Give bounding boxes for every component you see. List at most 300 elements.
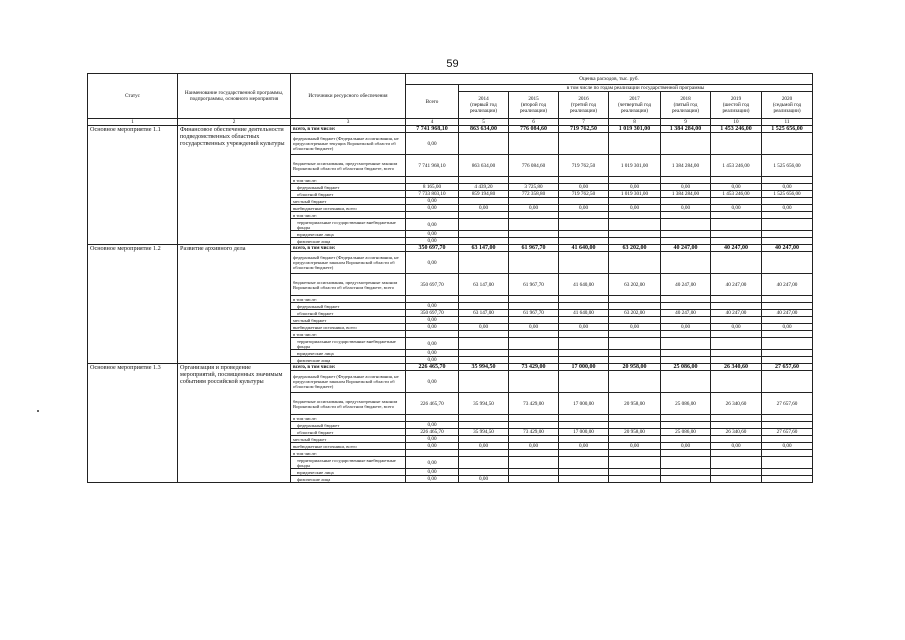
value-total: 350 697,70: [406, 245, 459, 252]
funding-source: внебюджетные источники, всего: [291, 324, 406, 331]
value-year: [661, 219, 711, 231]
value-year: [762, 303, 813, 310]
header-funding-sources: Источники ресурсного обеспечения: [291, 74, 406, 119]
value-year: [459, 436, 509, 443]
value-year: [609, 317, 661, 324]
value-year: 27 657,60: [762, 393, 813, 415]
value-year: 40 247,00: [762, 245, 813, 252]
value-year: 61 967,70: [509, 274, 559, 296]
value-year: 40 247,00: [661, 245, 711, 252]
header-total: Всего: [406, 85, 459, 119]
value-total: 226 465,70: [406, 429, 459, 436]
funding-source: территориальные государственные внебюджетные фонды: [291, 457, 406, 469]
value-year: 859 194,80: [459, 191, 509, 198]
value-year: [509, 357, 559, 364]
funding-source: местный бюджет: [291, 436, 406, 443]
row-status: Основное мероприятие 1.1: [88, 126, 178, 245]
value-year: 0,00: [762, 443, 813, 450]
value-year: 1 019 301,00: [609, 126, 661, 133]
value-year: 0,00: [559, 443, 609, 450]
value-year: 0,00: [609, 205, 661, 212]
value-year: [711, 198, 762, 205]
value-year: [509, 476, 559, 483]
value-year: [559, 198, 609, 205]
funding-source: всего, в том числе:: [291, 364, 406, 371]
funding-source: в том числе:: [291, 331, 406, 338]
value-total: 226 465,70: [406, 364, 459, 371]
value-year: [711, 177, 762, 184]
funding-source: местный бюджет: [291, 198, 406, 205]
value-year: [459, 357, 509, 364]
header-year-sub: (второй год реализации): [519, 102, 548, 114]
value-year: [711, 303, 762, 310]
value-year: 63 147,00: [459, 245, 509, 252]
value-year: 3 725,80: [509, 184, 559, 191]
value-year: [559, 219, 609, 231]
value-year: 25 086,00: [661, 364, 711, 371]
funding-source: федеральный бюджет: [291, 303, 406, 310]
funding-source: территориальные государственные внебюджетные фонды: [291, 219, 406, 231]
funding-source: областной бюджет: [291, 310, 406, 317]
value-year: [711, 436, 762, 443]
value-year: 73 429,00: [509, 429, 559, 436]
value-year: [609, 177, 661, 184]
value-year: 26 340,60: [711, 429, 762, 436]
value-year: 0,00: [509, 205, 559, 212]
value-year: 0,00: [559, 324, 609, 331]
header-year-2017: [609, 92, 661, 119]
value-year: [559, 476, 609, 483]
value-year: [711, 357, 762, 364]
funding-source: федеральный бюджет (Федеральные ассигнования, не предусмотренные законом Воронежской области об областном бюджете): [291, 252, 406, 274]
header-year-label: 2014: [478, 96, 489, 102]
header-year-label: 2020: [781, 96, 793, 102]
header-year-sub: (седьмой год реализации): [772, 102, 802, 114]
value-year: 73 429,00: [509, 364, 559, 371]
value-year: [559, 415, 609, 422]
value-year: [609, 371, 661, 393]
value-year: 20 958,00: [609, 393, 661, 415]
value-year: [559, 231, 609, 238]
funding-source: федеральный бюджет (Федеральные ассигнования, не предусмотренные законом Воронежской области об областном бюджете): [291, 371, 406, 393]
value-year: [559, 469, 609, 476]
value-year: [711, 238, 762, 245]
value-year: [609, 436, 661, 443]
value-year: [559, 252, 609, 274]
funding-source: всего, в том числе:: [291, 245, 406, 252]
value-total: 0,00: [406, 436, 459, 443]
value-year: [509, 415, 559, 422]
value-year: [661, 415, 711, 422]
value-total: [406, 415, 459, 422]
value-year: [509, 331, 559, 338]
value-year: 1 453 246,00: [711, 126, 762, 133]
funding-source: физические лица: [291, 238, 406, 245]
scan-speck: [37, 410, 39, 412]
value-year: [609, 219, 661, 231]
funding-source: бюджетные ассигнования, предусмотренные законом Воронежской области об областном бюджете, всего: [291, 393, 406, 415]
value-year: [559, 317, 609, 324]
header-year-label: 2016: [578, 96, 589, 102]
value-year: [609, 450, 661, 457]
value-year: 0,00: [559, 205, 609, 212]
value-year: [459, 231, 509, 238]
header-year-2019: [711, 92, 762, 119]
row-program-name: Развитие архивного дела: [178, 245, 291, 364]
value-year: 40 247,00: [762, 310, 813, 317]
value-year: [711, 231, 762, 238]
funding-source: бюджетные ассигнования, предусмотренные законом Воронежской области об областном бюджете, всего: [291, 155, 406, 177]
header-year-label: 2017: [629, 96, 640, 102]
value-year: [661, 469, 711, 476]
funding-source: федеральный бюджет: [291, 184, 406, 191]
column-number: 5: [459, 119, 509, 126]
value-year: 40 247,00: [661, 310, 711, 317]
table-row: [88, 245, 813, 252]
value-year: 63 147,00: [459, 310, 509, 317]
value-year: [711, 296, 762, 303]
value-year: 1 453 246,00: [711, 191, 762, 198]
value-year: [661, 133, 711, 155]
value-year: [509, 338, 559, 350]
column-number: 4: [406, 119, 459, 126]
value-year: 0,00: [459, 476, 509, 483]
value-year: 0,00: [609, 443, 661, 450]
value-year: [762, 338, 813, 350]
value-total: 0,00: [406, 303, 459, 310]
value-year: [459, 198, 509, 205]
value-year: 25 086,00: [661, 429, 711, 436]
value-total: 350 697,70: [406, 274, 459, 296]
value-year: 776 084,60: [509, 126, 559, 133]
value-total: 0,00: [406, 324, 459, 331]
value-total: 0,00: [406, 357, 459, 364]
value-year: [559, 338, 609, 350]
value-year: [762, 371, 813, 393]
budget-table: [87, 73, 813, 483]
value-year: [609, 338, 661, 350]
value-year: [762, 317, 813, 324]
value-year: 63 202,00: [609, 245, 661, 252]
value-year: 0,00: [459, 324, 509, 331]
funding-source: юридические лица: [291, 469, 406, 476]
header-years-group: в том числе по годам реализации государственной программы: [459, 85, 813, 92]
value-year: [609, 133, 661, 155]
value-year: 20 958,00: [609, 429, 661, 436]
value-year: [609, 198, 661, 205]
value-year: 4 439,20: [459, 184, 509, 191]
funding-source: в том числе:: [291, 415, 406, 422]
value-year: 41 640,00: [559, 274, 609, 296]
funding-source: в том числе:: [291, 212, 406, 219]
value-year: [661, 350, 711, 357]
column-number: 1: [88, 119, 178, 126]
value-year: [559, 350, 609, 357]
column-number: 11: [762, 119, 813, 126]
value-year: [609, 422, 661, 429]
value-year: 26 340,60: [711, 364, 762, 371]
page-number: 59: [446, 58, 459, 70]
value-year: 20 958,00: [609, 364, 661, 371]
value-year: [459, 303, 509, 310]
value-year: [459, 469, 509, 476]
value-total: [406, 296, 459, 303]
funding-source: физические лица: [291, 476, 406, 483]
value-year: 40 247,00: [661, 274, 711, 296]
value-total: [406, 177, 459, 184]
value-year: [459, 238, 509, 245]
value-year: [762, 469, 813, 476]
value-year: [459, 450, 509, 457]
value-year: [711, 450, 762, 457]
value-year: 0,00: [762, 205, 813, 212]
value-year: 1 525 656,00: [762, 155, 813, 177]
value-year: 1 019 301,00: [609, 155, 661, 177]
value-year: [661, 303, 711, 310]
funding-source: федеральный бюджет (Федеральные ассигнования, не предусмотренные текущих Воронежской области об областном бюджете): [291, 133, 406, 155]
column-number: 2: [178, 119, 291, 126]
value-year: 26 340,60: [711, 393, 762, 415]
value-year: [711, 252, 762, 274]
value-year: 61 967,70: [509, 245, 559, 252]
value-year: [762, 415, 813, 422]
header-year-sub: (шестой год реализации): [722, 102, 750, 114]
value-total: 226 465,70: [406, 393, 459, 415]
value-year: [459, 331, 509, 338]
row-status: Основное мероприятие 1.2: [88, 245, 178, 364]
value-year: [711, 219, 762, 231]
value-year: [762, 350, 813, 357]
value-year: [559, 357, 609, 364]
value-year: [509, 238, 559, 245]
value-year: 35 994,50: [459, 429, 509, 436]
value-year: [661, 371, 711, 393]
column-number: 8: [609, 119, 661, 126]
value-year: [459, 219, 509, 231]
value-year: 0,00: [459, 205, 509, 212]
value-year: [661, 457, 711, 469]
value-year: [509, 371, 559, 393]
value-year: [459, 317, 509, 324]
value-year: [762, 212, 813, 219]
value-year: 719 762,50: [559, 155, 609, 177]
value-year: [609, 303, 661, 310]
value-year: 0,00: [661, 205, 711, 212]
value-year: 863 634,00: [459, 155, 509, 177]
funding-source: всего, в том числе:: [291, 126, 406, 133]
value-year: [559, 422, 609, 429]
value-total: 0,00: [406, 338, 459, 350]
value-year: 0,00: [661, 184, 711, 191]
column-number: 10: [711, 119, 762, 126]
value-year: 0,00: [509, 324, 559, 331]
header-year-2015: [509, 92, 559, 119]
value-year: [762, 422, 813, 429]
value-year: 772 358,80: [509, 191, 559, 198]
value-year: [559, 371, 609, 393]
value-year: 73 429,00: [509, 393, 559, 415]
value-year: [762, 198, 813, 205]
value-year: [609, 231, 661, 238]
value-year: [711, 476, 762, 483]
value-year: [459, 296, 509, 303]
value-year: [459, 133, 509, 155]
value-year: [609, 350, 661, 357]
value-year: [509, 317, 559, 324]
funding-source: бюджетные ассигнования, предусмотренные законом Воронежской области об областном бюджете, всего: [291, 274, 406, 296]
value-year: [711, 331, 762, 338]
value-year: 1 384 284,00: [661, 191, 711, 198]
column-number: 7: [559, 119, 609, 126]
value-total: [406, 212, 459, 219]
value-year: [661, 198, 711, 205]
value-year: [559, 133, 609, 155]
value-year: 863 634,00: [459, 126, 509, 133]
header-year-sub: (четвертый год реализации): [617, 102, 652, 114]
value-year: [509, 252, 559, 274]
value-year: [509, 198, 559, 205]
value-year: [509, 350, 559, 357]
value-year: [559, 177, 609, 184]
value-year: 776 084,60: [509, 155, 559, 177]
value-year: [459, 212, 509, 219]
value-total: 7 741 968,10: [406, 126, 459, 133]
funding-source: федеральный бюджет: [291, 422, 406, 429]
value-year: 1 384 284,00: [661, 126, 711, 133]
value-year: [762, 436, 813, 443]
value-total: 0,00: [406, 317, 459, 324]
value-year: 35 994,50: [459, 393, 509, 415]
header-year-2018: [661, 92, 711, 119]
header-year-label: 2019: [730, 96, 742, 102]
value-year: 63 202,00: [609, 274, 661, 296]
value-year: [609, 469, 661, 476]
value-year: [661, 436, 711, 443]
value-year: [609, 457, 661, 469]
header-year-sub: (третий год реализации): [569, 102, 598, 114]
value-year: [509, 303, 559, 310]
header-cost-estimate: Оценка расходов, тыс. руб.: [406, 74, 813, 85]
value-year: 27 657,60: [762, 364, 813, 371]
value-year: 1 525 656,00: [762, 191, 813, 198]
header-program-name: Наименование государственной программы, подпрограммы, основного мероприятия: [178, 74, 291, 119]
funding-source: местный бюджет: [291, 317, 406, 324]
value-year: [661, 317, 711, 324]
value-year: 0,00: [459, 443, 509, 450]
value-year: 0,00: [559, 184, 609, 191]
row-program-name: Финансовое обеспечение деятельности подведомственных областных государственных учреждений культуры: [178, 126, 291, 245]
header-year-2014: [459, 92, 509, 119]
value-year: [609, 415, 661, 422]
value-year: [559, 331, 609, 338]
funding-source: внебюджетные источники, всего: [291, 205, 406, 212]
funding-source: юридические лица: [291, 231, 406, 238]
value-year: 1 384 284,00: [661, 155, 711, 177]
value-year: [711, 422, 762, 429]
header-year-2020: [762, 92, 813, 119]
header-year-sub: (пятый год реализации): [671, 102, 700, 114]
value-year: 17 000,00: [559, 393, 609, 415]
value-year: [459, 252, 509, 274]
funding-source: областной бюджет: [291, 429, 406, 436]
value-year: [609, 476, 661, 483]
value-total: 0,00: [406, 133, 459, 155]
value-total: [406, 450, 459, 457]
value-year: [711, 317, 762, 324]
funding-source: физические лица: [291, 357, 406, 364]
value-year: [459, 415, 509, 422]
value-year: [762, 296, 813, 303]
value-year: [559, 450, 609, 457]
value-year: [509, 469, 559, 476]
value-year: 719 762,50: [559, 126, 609, 133]
value-year: [509, 212, 559, 219]
value-year: [762, 231, 813, 238]
value-year: [762, 357, 813, 364]
value-year: 41 640,00: [559, 245, 609, 252]
column-number: 6: [509, 119, 559, 126]
value-year: [661, 296, 711, 303]
value-year: [459, 338, 509, 350]
column-number: 3: [291, 119, 406, 126]
funding-source: областной бюджет: [291, 191, 406, 198]
value-year: [711, 350, 762, 357]
value-year: 17 000,00: [559, 364, 609, 371]
funding-source: в том числе:: [291, 450, 406, 457]
value-year: 1 019 301,00: [609, 191, 661, 198]
value-year: [509, 231, 559, 238]
value-year: [711, 212, 762, 219]
column-number: 9: [661, 119, 711, 126]
value-year: [661, 331, 711, 338]
value-total: [406, 331, 459, 338]
value-year: [509, 436, 559, 443]
value-year: [711, 469, 762, 476]
value-total: 0,00: [406, 219, 459, 231]
value-year: [661, 231, 711, 238]
value-year: 40 247,00: [711, 274, 762, 296]
value-year: 25 086,00: [661, 393, 711, 415]
header-year-sub: (первый год реализации): [469, 102, 498, 114]
value-year: 0,00: [661, 324, 711, 331]
funding-source: юридические лица: [291, 350, 406, 357]
value-year: 40 247,00: [711, 310, 762, 317]
header-year-2016: [559, 92, 609, 119]
value-total: 8 165,00: [406, 184, 459, 191]
value-total: 7 733 803,10: [406, 191, 459, 198]
header-status: Статус: [88, 74, 178, 119]
value-year: 0,00: [762, 184, 813, 191]
value-year: [711, 415, 762, 422]
value-year: [711, 457, 762, 469]
value-year: [762, 133, 813, 155]
value-year: [459, 177, 509, 184]
value-year: 35 994,50: [459, 364, 509, 371]
table-row: [88, 126, 813, 133]
value-year: 1 453 246,00: [711, 155, 762, 177]
value-year: [509, 422, 559, 429]
value-year: [559, 296, 609, 303]
table-row: [88, 364, 813, 371]
value-total: 0,00: [406, 457, 459, 469]
value-year: [509, 450, 559, 457]
value-year: 63 202,00: [609, 310, 661, 317]
value-year: [661, 476, 711, 483]
value-total: 0,00: [406, 205, 459, 212]
value-year: 17 000,00: [559, 429, 609, 436]
value-year: [711, 371, 762, 393]
value-year: 0,00: [509, 443, 559, 450]
